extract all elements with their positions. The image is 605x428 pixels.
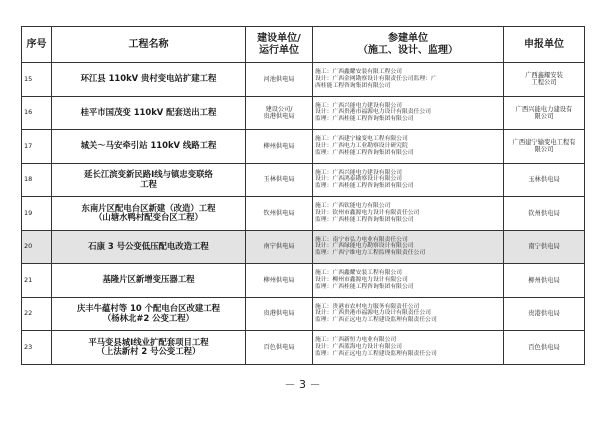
declarer	[504, 297, 585, 331]
declarer-line: 百色供电局	[528, 343, 560, 351]
project-name-line: 基隆片区新增变压器工程	[102, 274, 195, 285]
participants-line: 监理：广西桂能工程咨询集团有限公司	[315, 149, 414, 156]
header-name: 工程名称	[52, 27, 246, 63]
table-header-row	[22, 27, 585, 63]
participants	[313, 230, 504, 264]
table-row	[22, 63, 585, 97]
declarer	[504, 230, 585, 264]
project-name	[52, 264, 246, 298]
declarer-line: 限公司	[534, 146, 554, 154]
participants-line: 施工：广西兴能电力建设有限公司	[315, 169, 402, 176]
project-name	[52, 297, 246, 331]
build-unit-line: 南宁供电局	[263, 243, 295, 251]
participants-line: 施工：广西鑫耀安装工程有限公司	[315, 270, 402, 277]
participants-line: 监理：广西桂能工程咨询集团有限公司	[315, 216, 414, 223]
project-name	[52, 230, 246, 264]
table-row	[22, 163, 585, 197]
participants-line: 设计：钦州市鑫源电力设计有限责任公司	[315, 209, 420, 216]
participants	[313, 331, 504, 365]
participants	[313, 163, 504, 197]
participants-line: 设计：广西金网勘察设计有限责任公司监理：广	[315, 75, 437, 82]
declarer-line: 柳州供电局	[528, 276, 560, 284]
row-number: 21	[22, 264, 52, 298]
project-name-line: 庆丰牛蕴村等 10 个配电台区改建工程	[76, 303, 221, 314]
build-unit	[246, 230, 313, 264]
participants-line: 监理：广西宁维电力工程监理有限责任公司	[315, 250, 426, 257]
table-row	[22, 331, 585, 365]
header-build-unit: 建设单位/ 运行单位	[246, 27, 313, 63]
declarer	[504, 63, 585, 97]
declarer	[504, 163, 585, 197]
row-number: 22	[22, 297, 52, 331]
participants-line: 设计：广西鸿泰勘察设计有限公司	[315, 176, 402, 183]
participants-line: 施工：广西新恒力电业有限公司	[315, 337, 397, 344]
participants-line: 设计：广西蓝海电力设计有限公司	[315, 343, 402, 350]
declarer-line: 工程公司	[531, 79, 557, 87]
row-number: 20	[22, 230, 52, 264]
participants-line: 施工：广西兴能电力建设有限公司	[315, 102, 402, 109]
participants-line: 设计：广西绿能电力勘察设计有限公司	[315, 243, 414, 250]
participants-line: 施工：南宁市弘力电业有限责任公司	[315, 236, 408, 243]
table-body	[22, 63, 585, 365]
build-unit	[246, 197, 313, 231]
project-name-line: 环江县 110kV 贵村变电站扩建工程	[80, 73, 217, 84]
build-unit-line: 河池供电局	[263, 75, 295, 83]
project-name-line: 平马变县城Ⅰ线业扩配套项目工程	[88, 336, 209, 347]
project-name-line: 石康 3 号公变低压配电改造工程	[88, 240, 209, 251]
build-unit	[246, 130, 313, 164]
participants-line: 监理：广西桂能工程咨询集团有限公司	[315, 183, 414, 190]
project-name-line: （上法新村 2 号公变工程）	[96, 346, 201, 357]
participants	[313, 297, 504, 331]
build-unit-line: 建设公司/	[265, 105, 293, 113]
row-number: 18	[22, 163, 52, 197]
table-row	[22, 130, 585, 164]
build-unit-line: 百色供电局	[263, 343, 295, 351]
project-name	[52, 63, 246, 97]
build-unit	[246, 264, 313, 298]
participants-line: 监理：广西桂能工程咨询集团有限公司	[315, 283, 414, 290]
declarer	[504, 96, 585, 130]
header-declarer: 申报单位	[504, 27, 585, 63]
participants	[313, 264, 504, 298]
project-name	[52, 331, 246, 365]
build-unit-line: 贵港供电局	[263, 310, 295, 318]
project-name-line: 工程	[140, 178, 157, 189]
table-row	[22, 96, 585, 130]
build-unit	[246, 96, 313, 130]
header-number: 序号	[22, 27, 52, 63]
participants-line: 设计：柳州市鑫源电力设计有限公司	[315, 276, 408, 283]
participants-line: 设计：广西电力工业勘察设计研究院	[315, 142, 408, 149]
declarer	[504, 130, 585, 164]
participants	[313, 130, 504, 164]
participants-line: 施工：贵港市农村电力服务有限责任公司	[315, 303, 420, 310]
project-name	[52, 130, 246, 164]
participants-line: 监理：广西正远电力工程建设监理有限责任公司	[315, 317, 437, 324]
table-row	[22, 264, 585, 298]
build-unit-line: 柳州供电局	[263, 142, 295, 150]
row-number: 19	[22, 197, 52, 231]
project-name-line: 城关～马安牵引站 110kV 线路工程	[80, 140, 217, 151]
participants	[313, 96, 504, 130]
header-participants: 参建单位 （施工、设计、监理）	[313, 27, 504, 63]
project-name-line: （山塘水鸭村配变台区工程）	[94, 212, 203, 223]
participants-line: 设计：广西贵港市福源电力设计有限责任公司	[315, 310, 431, 317]
declarer-line: 贵港供电局	[528, 310, 560, 318]
project-name	[52, 96, 246, 130]
project-name-line: 延长江滨变新民路Ⅰ线与镇忠变联络	[84, 169, 213, 180]
build-unit-line: 贵港供电局	[263, 112, 295, 120]
participants-line: 施工：广西钦能电力有限公司	[315, 203, 391, 210]
project-name-line: （杨林北#2 公变工程）	[102, 312, 195, 323]
participants-line: 西桂能工程咨询集团有限公司	[315, 82, 391, 89]
row-number: 15	[22, 63, 52, 97]
declarer-line: 广西兴能电力建设有	[515, 105, 573, 113]
project-name	[52, 197, 246, 231]
declarer	[504, 197, 585, 231]
project-table	[21, 26, 585, 365]
build-unit	[246, 297, 313, 331]
participants-line: 施工：广西建宁输变电工程有限公司	[315, 136, 408, 143]
build-unit	[246, 331, 313, 365]
project-name	[52, 163, 246, 197]
participants	[313, 63, 504, 97]
declarer-line: 钦州供电局	[528, 209, 560, 217]
row-number: 16	[22, 96, 52, 130]
table-row	[22, 297, 585, 331]
row-number: 23	[22, 331, 52, 365]
declarer-line: 广西建宁输变电工程有	[512, 139, 576, 147]
declarer-line: 限公司	[534, 112, 554, 120]
build-unit-line: 玉林供电局	[263, 176, 295, 184]
table-row	[22, 197, 585, 231]
build-unit	[246, 63, 313, 97]
build-unit-line: 钦州供电局	[263, 209, 295, 217]
row-number: 17	[22, 130, 52, 164]
participants-line: 监理：广西正远电力工程建设监理有限责任公司	[315, 350, 437, 357]
table-row	[22, 230, 585, 264]
project-name-line: 桂平市国茂变 110kV 配套送出工程	[80, 106, 217, 117]
build-unit	[246, 163, 313, 197]
declarer-line: 玉林供电局	[528, 176, 560, 184]
page-number: － 3 －	[284, 378, 321, 391]
declarer	[504, 331, 585, 365]
participants-line: 设计：广西贵港市福源电力设计有限责任公司	[315, 109, 431, 116]
declarer	[504, 264, 585, 298]
participants-line: 施工：广西鑫耀安装有限工程公司	[315, 69, 402, 76]
declarer-line: 南宁供电局	[528, 243, 560, 251]
participants	[313, 197, 504, 231]
participants-line: 监理：广西桂能工程咨询集团有限公司	[315, 116, 414, 123]
declarer-line: 广西鑫耀安装	[525, 72, 563, 80]
project-name-line: 东南片区配电台区新建（改造）工程	[81, 202, 216, 213]
build-unit-line: 柳州供电局	[263, 276, 295, 284]
